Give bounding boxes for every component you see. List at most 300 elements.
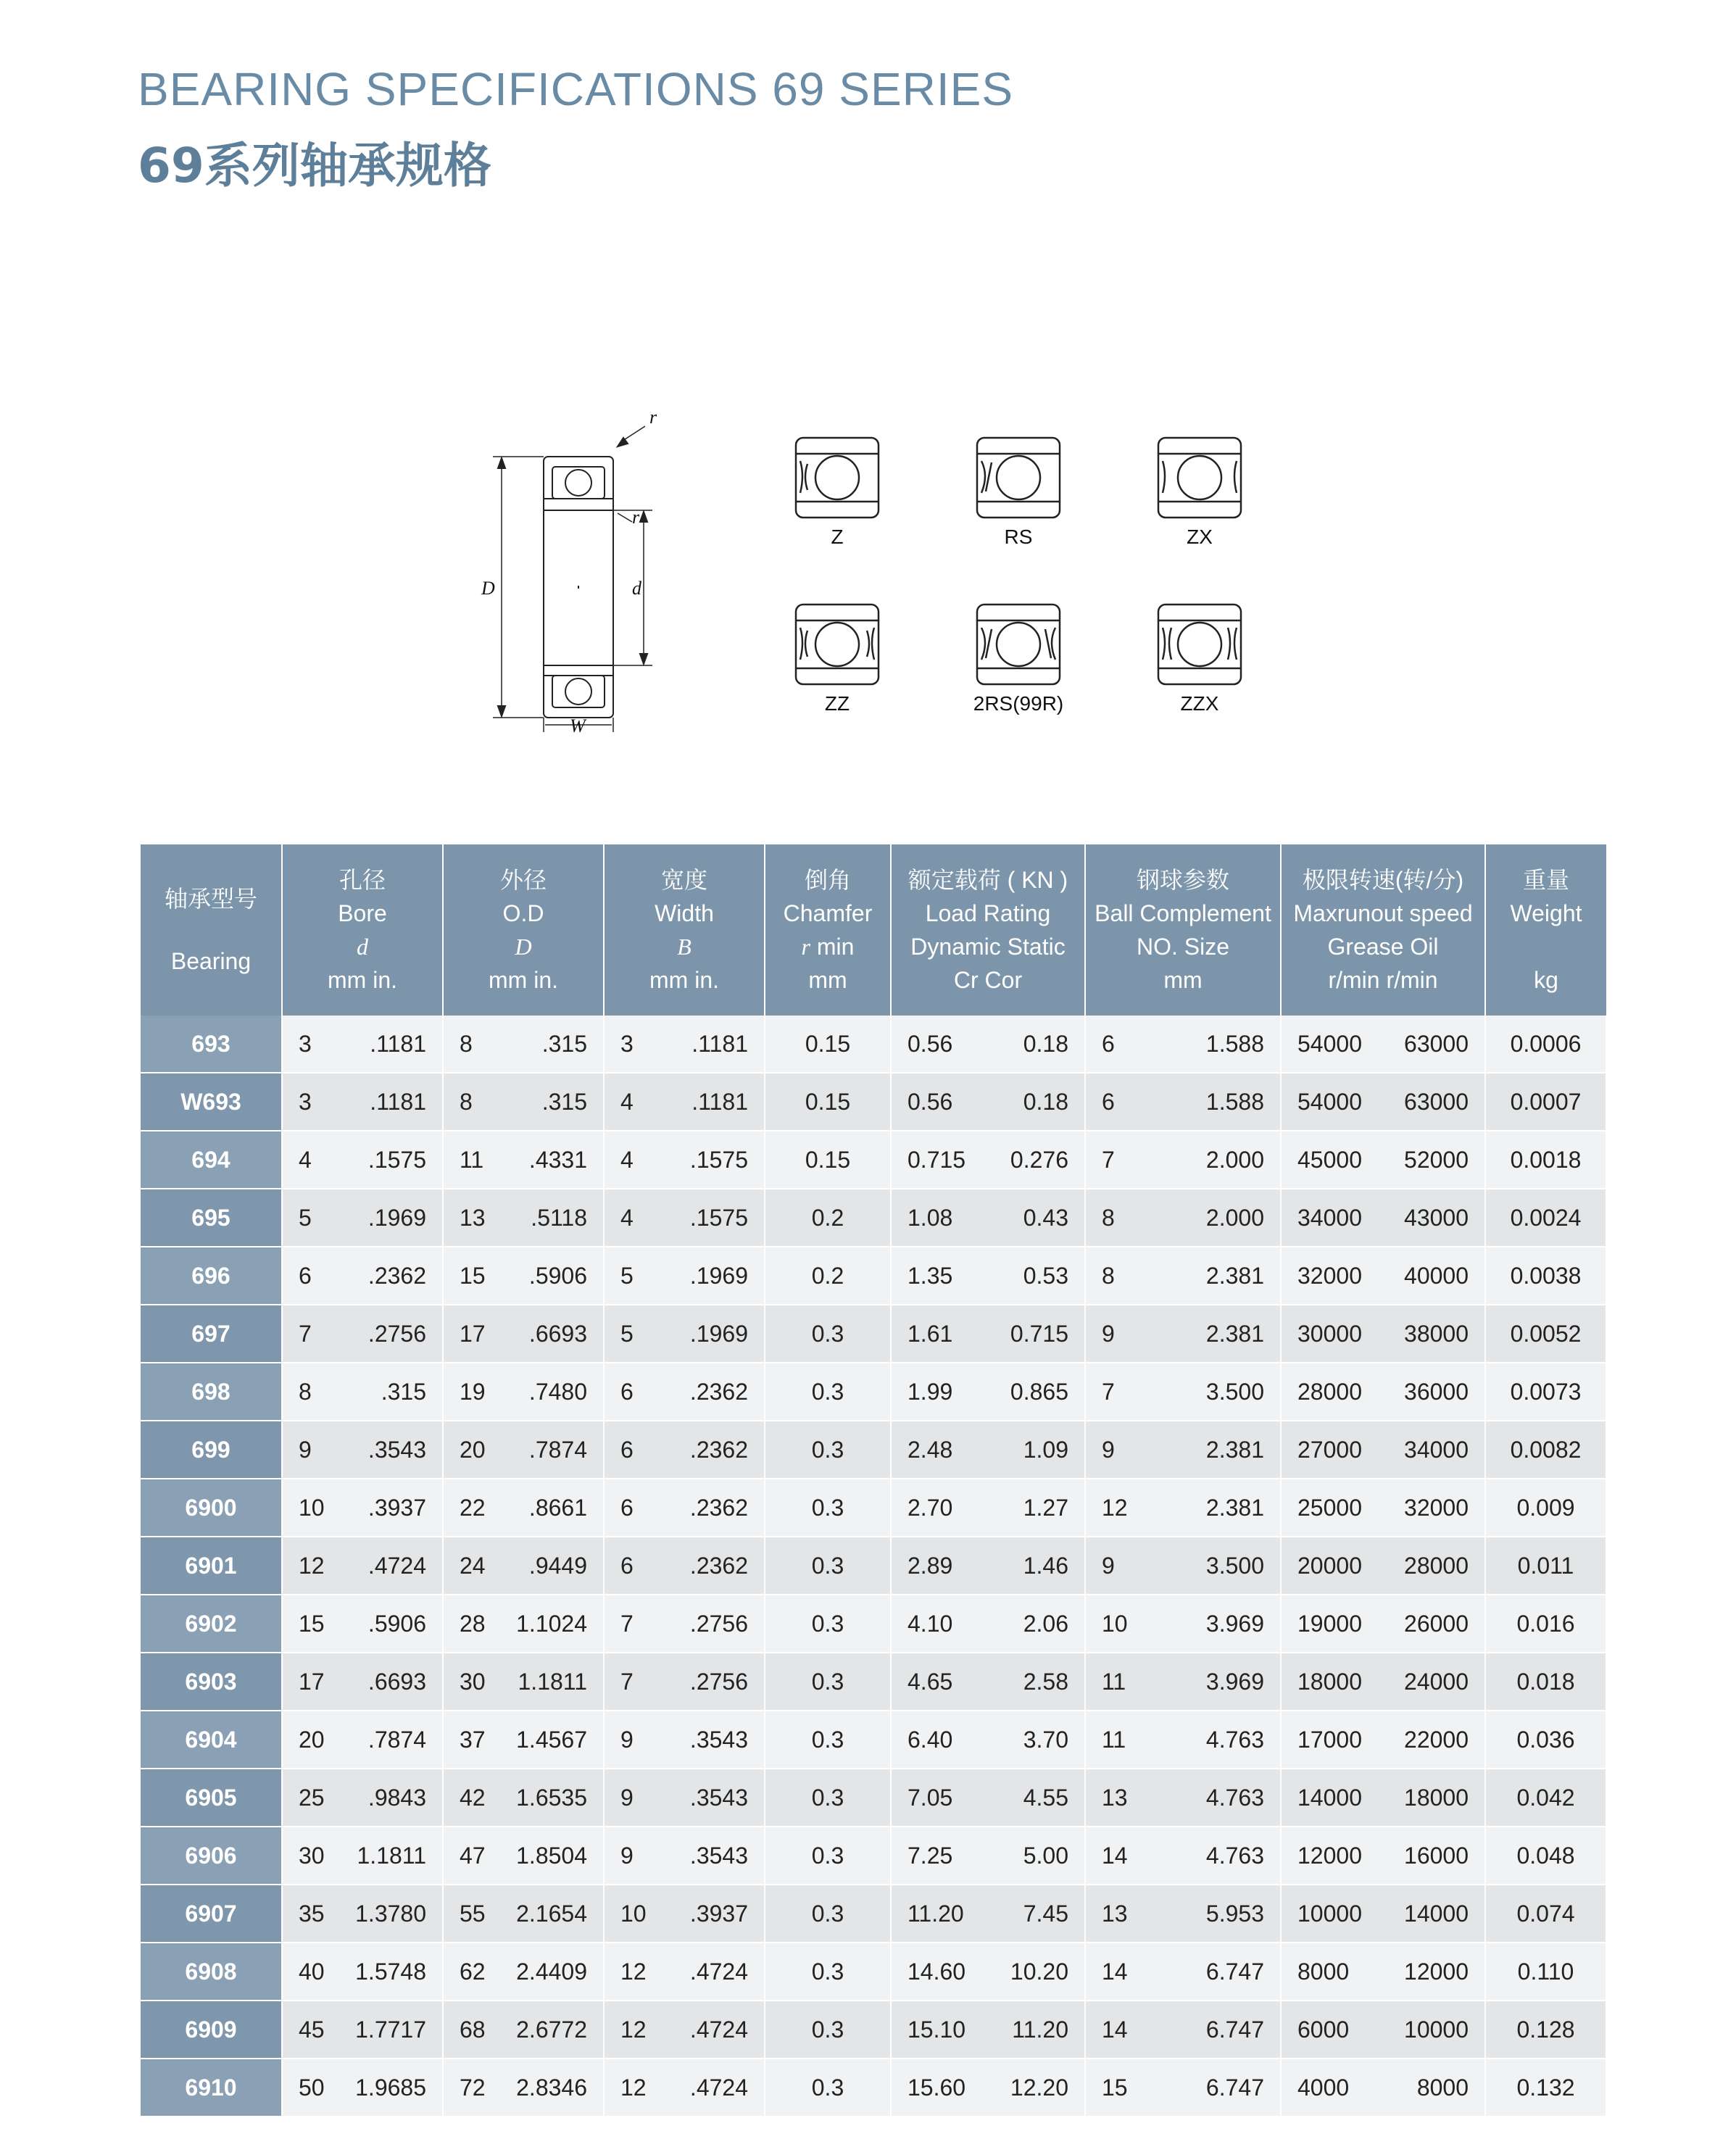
table-row (141, 1479, 1606, 1537)
cell-grease: 25000 (1297, 1494, 1362, 1521)
cell-od (443, 1479, 604, 1537)
cell-w_in: .1575 (689, 1204, 748, 1231)
cell-bore_mm: 3 (299, 1030, 312, 1057)
cell-od_in: 1.4567 (516, 1726, 587, 1753)
cell-ball (1085, 1769, 1281, 1827)
cell-model: 6904 (141, 1711, 282, 1769)
cell-w_mm: 5 (620, 1320, 634, 1347)
cell-cor: 1.27 (1023, 1494, 1068, 1521)
cell-bore (282, 2059, 443, 2117)
header-speed-cn: 极限转速(转/分) (1302, 867, 1464, 893)
header-load-unit: Cr Cor (953, 967, 1023, 993)
cell-bore (282, 1711, 443, 1769)
cell-w_in: .1575 (689, 1146, 748, 1173)
cell-w_mm: 9 (620, 1726, 634, 1753)
seal-2rs-icon (971, 594, 1066, 689)
cell-od (443, 1711, 604, 1769)
cell-od_mm: 47 (460, 1842, 486, 1869)
cell-width (604, 1943, 765, 2001)
cell-oil: 12000 (1404, 1958, 1469, 1985)
cell-load (891, 1537, 1085, 1595)
table-row (141, 1363, 1606, 1421)
cell-weight: 0.0038 (1485, 1247, 1606, 1305)
cell-load (891, 1479, 1085, 1537)
cell-cr: 2.48 (908, 1436, 953, 1463)
cell-od (443, 1305, 604, 1363)
table-row (141, 1131, 1606, 1189)
cell-cr: 6.40 (908, 1726, 953, 1753)
cell-od_in: 2.6772 (516, 2016, 587, 2043)
seal-label-2rs: 2RS(99R) (973, 692, 1064, 715)
cell-speed (1281, 1827, 1485, 1885)
cell-bore (282, 1073, 443, 1131)
cell-cr: 1.61 (908, 1320, 953, 1347)
cell-oil: 40000 (1404, 1262, 1469, 1289)
cell-ball_size: 2.000 (1205, 1146, 1264, 1173)
cell-cor: 2.06 (1023, 1610, 1068, 1637)
diagram-label-W: W (570, 715, 586, 736)
cell-model: 695 (141, 1189, 282, 1247)
cell-w_mm: 12 (620, 2016, 647, 2043)
cell-grease: 10000 (1297, 1900, 1362, 1927)
seal-zzx-icon (1153, 594, 1247, 689)
cell-ball_no: 8 (1102, 1204, 1115, 1231)
cell-weight: 0.048 (1485, 1827, 1606, 1885)
cell-load (891, 1653, 1085, 1711)
cell-od_mm: 20 (460, 1436, 486, 1463)
cell-cr: 11.20 (908, 1900, 964, 1927)
cell-od_mm: 55 (460, 1900, 486, 1927)
table-row (141, 1769, 1606, 1827)
cell-w_in: .2362 (689, 1552, 748, 1579)
cell-bore_mm: 8 (299, 1378, 312, 1405)
cell-oil: 63000 (1404, 1030, 1469, 1057)
cell-grease: 6000 (1297, 2016, 1350, 2043)
cell-od (443, 1537, 604, 1595)
cell-od_in: .7480 (528, 1378, 587, 1405)
cell-w_in: .1969 (689, 1262, 748, 1289)
cell-od_in: .315 (541, 1088, 587, 1115)
cell-bore_in: 1.9685 (355, 2074, 426, 2101)
seal-label-zz: ZZ (824, 692, 850, 715)
cell-ball_size: 5.953 (1205, 1900, 1264, 1927)
header-speed-sub: Grease Oil (1327, 934, 1439, 960)
header-width-unit: mm in. (649, 967, 719, 993)
cell-model: 693 (141, 1015, 282, 1073)
cell-od (443, 1769, 604, 1827)
cell-width (604, 1479, 765, 1537)
cell-w_in: .2756 (689, 1610, 748, 1637)
cell-chamfer: 0.3 (765, 1479, 891, 1537)
cell-weight: 0.0073 (1485, 1363, 1606, 1421)
cell-od (443, 1189, 604, 1247)
cell-model: 6905 (141, 1769, 282, 1827)
cell-w_mm: 4 (620, 1146, 634, 1173)
cell-grease: 4000 (1297, 2074, 1350, 2101)
cell-bore (282, 1827, 443, 1885)
cell-cr: 7.05 (908, 1784, 953, 1811)
cell-grease: 8000 (1297, 1958, 1350, 1985)
cell-bore_mm: 6 (299, 1262, 312, 1289)
cell-oil: 36000 (1404, 1378, 1469, 1405)
cell-ball_no: 13 (1102, 1784, 1128, 1811)
cell-weight: 0.110 (1485, 1943, 1606, 2001)
cell-ball_size: 2.381 (1205, 1436, 1264, 1463)
cell-speed (1281, 1769, 1485, 1827)
cell-od_in: 1.1024 (516, 1610, 587, 1637)
header-weight (1485, 844, 1606, 1015)
cell-od (443, 1421, 604, 1479)
header-model (141, 844, 282, 1015)
cell-grease: 34000 (1297, 1204, 1362, 1231)
cell-od_mm: 72 (460, 2074, 486, 2101)
cell-bore_mm: 10 (299, 1494, 325, 1521)
cell-od (443, 1247, 604, 1305)
cell-cr: 7.25 (908, 1842, 953, 1869)
cell-bore_mm: 17 (299, 1668, 325, 1695)
header-load-sub: Dynamic Static (910, 934, 1066, 960)
cell-chamfer: 0.3 (765, 2001, 891, 2059)
cell-weight: 0.036 (1485, 1711, 1606, 1769)
cell-w_in: .3937 (689, 1900, 748, 1927)
cell-grease: 19000 (1297, 1610, 1362, 1637)
cell-cor: 7.45 (1023, 1900, 1068, 1927)
cell-ball_size: 2.381 (1205, 1262, 1264, 1289)
cell-bore_in: .1181 (370, 1030, 426, 1057)
header-ball-complement (1085, 844, 1281, 1015)
seal-label-zx: ZX (1187, 526, 1213, 548)
cell-od (443, 1131, 604, 1189)
cell-ball_size: 3.969 (1205, 1610, 1264, 1637)
cell-oil: 34000 (1404, 1436, 1469, 1463)
cell-w_mm: 6 (620, 1378, 634, 1405)
cell-speed (1281, 1363, 1485, 1421)
cell-bore_in: 1.3780 (355, 1900, 426, 1927)
cell-ball (1085, 1537, 1281, 1595)
cell-ball (1085, 1363, 1281, 1421)
header-weight-cn: 重量 (1522, 867, 1569, 893)
cell-ball (1085, 1305, 1281, 1363)
cell-weight: 0.0082 (1485, 1421, 1606, 1479)
cell-weight: 0.0006 (1485, 1015, 1606, 1073)
header-width-sym: B (677, 934, 692, 960)
header-od-en: O.D (502, 900, 544, 926)
cell-chamfer: 0.3 (765, 1711, 891, 1769)
cell-grease: 14000 (1297, 1784, 1362, 1811)
header-bore-sym: d (357, 934, 368, 960)
header-bore-cn: 孔径 (339, 867, 386, 893)
cell-chamfer: 0.15 (765, 1073, 891, 1131)
header-od-unit: mm in. (489, 967, 558, 993)
cell-chamfer: 0.3 (765, 1595, 891, 1653)
header-ball-cn: 钢球参数 (1136, 867, 1229, 893)
header-chamfer-sym: r (801, 934, 810, 960)
cell-bore (282, 2001, 443, 2059)
page-title-chinese: 69系列轴承规格 (138, 138, 491, 194)
cell-cr: 1.08 (908, 1204, 953, 1231)
cell-bore (282, 1015, 443, 1073)
cell-grease: 17000 (1297, 1726, 1362, 1753)
header-od-cn: 外径 (499, 867, 547, 893)
table-header-row (141, 844, 1606, 1015)
diagram-label-d: d (632, 578, 641, 599)
header-chamfer-unit: mm (808, 967, 847, 993)
cell-ball_size: 2.381 (1205, 1320, 1264, 1347)
cell-od_in: .5906 (528, 1262, 587, 1289)
cell-ball_no: 11 (1102, 1668, 1126, 1695)
cell-oil: 24000 (1404, 1668, 1469, 1695)
cell-grease: 18000 (1297, 1668, 1362, 1695)
cell-width (604, 1827, 765, 1885)
table-row (141, 2059, 1606, 2117)
header-width (604, 844, 765, 1015)
cell-chamfer: 0.3 (765, 1943, 891, 2001)
cell-weight: 0.009 (1485, 1479, 1606, 1537)
header-chamfer-en: Chamfer (783, 900, 873, 926)
cell-ball_size: 6.747 (1205, 1958, 1264, 1985)
cell-chamfer: 0.3 (765, 1885, 891, 1943)
cell-weight: 0.011 (1485, 1537, 1606, 1595)
cell-grease: 28000 (1297, 1378, 1362, 1405)
cell-chamfer: 0.3 (765, 1421, 891, 1479)
cell-chamfer: 0.15 (765, 1015, 891, 1073)
diagram-label-r-top: r (649, 413, 657, 428)
cell-od_in: .315 (541, 1030, 587, 1057)
cell-bore_in: 1.7717 (355, 2016, 426, 2043)
cell-bore_mm: 40 (299, 1958, 325, 1985)
cell-bore_in: .1181 (370, 1088, 426, 1115)
cell-bore (282, 1653, 443, 1711)
cell-bore (282, 1885, 443, 1943)
cell-w_mm: 12 (620, 1958, 647, 1985)
cell-grease: 54000 (1297, 1030, 1362, 1057)
cell-w_mm: 3 (620, 1030, 634, 1057)
header-weight-unit: kg (1534, 967, 1558, 993)
cell-load (891, 1189, 1085, 1247)
cell-model: W693 (141, 1073, 282, 1131)
cell-cor: 0.53 (1023, 1262, 1068, 1289)
cell-ball_no: 14 (1102, 2016, 1128, 2043)
cell-ball_size: 6.747 (1205, 2074, 1264, 2101)
cell-w_mm: 7 (620, 1668, 634, 1695)
cell-speed (1281, 1885, 1485, 1943)
cell-bore_in: .6693 (367, 1668, 426, 1695)
cell-chamfer: 0.15 (765, 1131, 891, 1189)
cell-od_mm: 37 (460, 1726, 486, 1753)
cell-bore (282, 1595, 443, 1653)
cell-od (443, 2059, 604, 2117)
cell-ball (1085, 1073, 1281, 1131)
cell-weight: 0.0007 (1485, 1073, 1606, 1131)
cell-oil: 52000 (1404, 1146, 1469, 1173)
table-row (141, 1885, 1606, 1943)
cell-od_in: .5118 (531, 1204, 587, 1231)
cell-oil: 38000 (1404, 1320, 1469, 1347)
cell-cr: 2.70 (908, 1494, 953, 1521)
cell-ball_no: 12 (1102, 1494, 1128, 1521)
cell-ball (1085, 2001, 1281, 2059)
cell-od (443, 1595, 604, 1653)
cell-load (891, 1073, 1085, 1131)
seal-type-diagrams (790, 428, 1297, 761)
cell-load (891, 1421, 1085, 1479)
cell-ball (1085, 2059, 1281, 2117)
header-width-en: Width (655, 900, 714, 926)
cell-width (604, 1769, 765, 1827)
cell-bore_in: .5906 (367, 1610, 426, 1637)
cell-ball (1085, 1189, 1281, 1247)
cell-load (891, 2059, 1085, 2117)
cell-ball_size: 4.763 (1205, 1784, 1264, 1811)
cell-width (604, 1885, 765, 1943)
cell-model: 699 (141, 1421, 282, 1479)
seal-rs-icon (971, 428, 1066, 522)
cell-od_mm: 22 (460, 1494, 486, 1521)
cell-cor: 0.865 (1010, 1378, 1068, 1405)
cell-w_mm: 5 (620, 1262, 634, 1289)
cell-w_in: .1181 (692, 1088, 748, 1115)
cell-bore_mm: 3 (299, 1088, 312, 1115)
cell-bore_mm: 20 (299, 1726, 325, 1753)
cell-grease: 27000 (1297, 1436, 1362, 1463)
cell-od_mm: 13 (460, 1204, 486, 1231)
cell-model: 6907 (141, 1885, 282, 1943)
cell-ball (1085, 1711, 1281, 1769)
cell-model: 6902 (141, 1595, 282, 1653)
cell-cor: 1.09 (1023, 1436, 1068, 1463)
cell-w_mm: 6 (620, 1494, 634, 1521)
header-speed (1281, 844, 1485, 1015)
cell-load (891, 1827, 1085, 1885)
seal-label-rs: RS (1004, 526, 1033, 548)
cell-ball_no: 15 (1102, 2074, 1128, 2101)
cell-weight: 0.016 (1485, 1595, 1606, 1653)
cell-w_in: .3543 (689, 1784, 748, 1811)
cell-cr: 14.60 (908, 1958, 966, 1985)
cell-od_mm: 62 (460, 1958, 486, 1985)
table-row (141, 1189, 1606, 1247)
cell-od_mm: 28 (460, 1610, 486, 1637)
cell-weight: 0.042 (1485, 1769, 1606, 1827)
seal-type-zx (1153, 428, 1247, 549)
cell-oil: 10000 (1404, 2016, 1469, 2043)
cell-chamfer: 0.3 (765, 2059, 891, 2117)
cell-speed (1281, 2059, 1485, 2117)
cell-speed (1281, 2001, 1485, 2059)
cell-grease: 45000 (1297, 1146, 1362, 1173)
cell-chamfer: 0.3 (765, 1305, 891, 1363)
header-chamfer-min: min (810, 934, 855, 960)
cell-bore_mm: 45 (299, 2016, 325, 2043)
header-bore-en: Bore (338, 900, 387, 926)
cell-bore_in: .2362 (367, 1262, 426, 1289)
cell-w_in: .2362 (689, 1436, 748, 1463)
table-row (141, 1421, 1606, 1479)
cell-grease: 12000 (1297, 1842, 1362, 1869)
cell-w_mm: 6 (620, 1436, 634, 1463)
cell-speed (1281, 1073, 1485, 1131)
cell-bore_in: .3937 (367, 1494, 426, 1521)
header-ball-en: Ball Complement (1095, 900, 1271, 926)
cell-weight: 0.018 (1485, 1653, 1606, 1711)
cell-od (443, 2001, 604, 2059)
cell-oil: 63000 (1404, 1088, 1469, 1115)
cell-cor: 0.715 (1010, 1320, 1068, 1347)
header-bore-unit: mm in. (328, 967, 397, 993)
cell-ball (1085, 1247, 1281, 1305)
cell-width (604, 1015, 765, 1073)
bearing-spec-table (141, 844, 1607, 2117)
cell-ball_no: 14 (1102, 1958, 1128, 1985)
cell-bore_mm: 4 (299, 1146, 312, 1173)
cell-chamfer: 0.3 (765, 1827, 891, 1885)
cell-chamfer: 0.3 (765, 1769, 891, 1827)
cell-od_in: 1.1811 (518, 1668, 587, 1695)
cell-load (891, 2001, 1085, 2059)
header-ball-sub: NO. Size (1136, 934, 1230, 960)
cell-speed (1281, 1305, 1485, 1363)
cell-od_in: 1.6535 (516, 1784, 587, 1811)
cell-load (891, 1885, 1085, 1943)
cell-load (891, 1769, 1085, 1827)
cell-w_in: .2362 (689, 1378, 748, 1405)
cell-cr: 1.99 (908, 1378, 953, 1405)
cell-bore_in: .1575 (367, 1146, 426, 1173)
cell-cr: 0.56 (908, 1088, 953, 1115)
cell-weight: 0.0024 (1485, 1189, 1606, 1247)
cell-model: 6908 (141, 1943, 282, 2001)
cell-cr: 2.89 (908, 1552, 953, 1579)
cell-ball_no: 6 (1102, 1030, 1115, 1057)
cell-od_mm: 68 (460, 2016, 486, 2043)
cell-chamfer: 0.2 (765, 1189, 891, 1247)
cell-od_mm: 24 (460, 1552, 486, 1579)
cell-ball (1085, 1827, 1281, 1885)
table-row (141, 1711, 1606, 1769)
table-row (141, 1653, 1606, 1711)
cell-ball_size: 3.969 (1205, 1668, 1264, 1695)
cell-od (443, 1073, 604, 1131)
cell-model: 6903 (141, 1653, 282, 1711)
cell-grease: 20000 (1297, 1552, 1362, 1579)
cell-width (604, 1131, 765, 1189)
cell-bore_in: .1969 (367, 1204, 426, 1231)
cell-width (604, 1073, 765, 1131)
cell-od_in: 2.1654 (516, 1900, 587, 1927)
seal-label-zzx: ZZX (1180, 692, 1219, 715)
cell-cr: 0.715 (908, 1146, 966, 1173)
cell-load (891, 1711, 1085, 1769)
cell-cor: 0.43 (1023, 1204, 1068, 1231)
cell-speed (1281, 1595, 1485, 1653)
cell-load (891, 1305, 1085, 1363)
cell-bore (282, 1305, 443, 1363)
cell-bore_mm: 25 (299, 1784, 325, 1811)
cell-bore (282, 1479, 443, 1537)
cell-od (443, 1653, 604, 1711)
header-load-en: Load Rating (925, 900, 1051, 926)
cell-w_mm: 4 (620, 1088, 634, 1115)
cell-chamfer: 0.3 (765, 1653, 891, 1711)
page-title-english: BEARING SPECIFICATIONS 69 SERIES (138, 63, 1013, 115)
cell-bore (282, 1247, 443, 1305)
cell-w_mm: 9 (620, 1842, 634, 1869)
cell-load (891, 1595, 1085, 1653)
cell-bore_mm: 35 (299, 1900, 325, 1927)
cell-ball_size: 2.381 (1205, 1494, 1264, 1521)
cell-cor: 0.18 (1023, 1030, 1068, 1057)
cell-w_in: .4724 (689, 1958, 748, 1985)
